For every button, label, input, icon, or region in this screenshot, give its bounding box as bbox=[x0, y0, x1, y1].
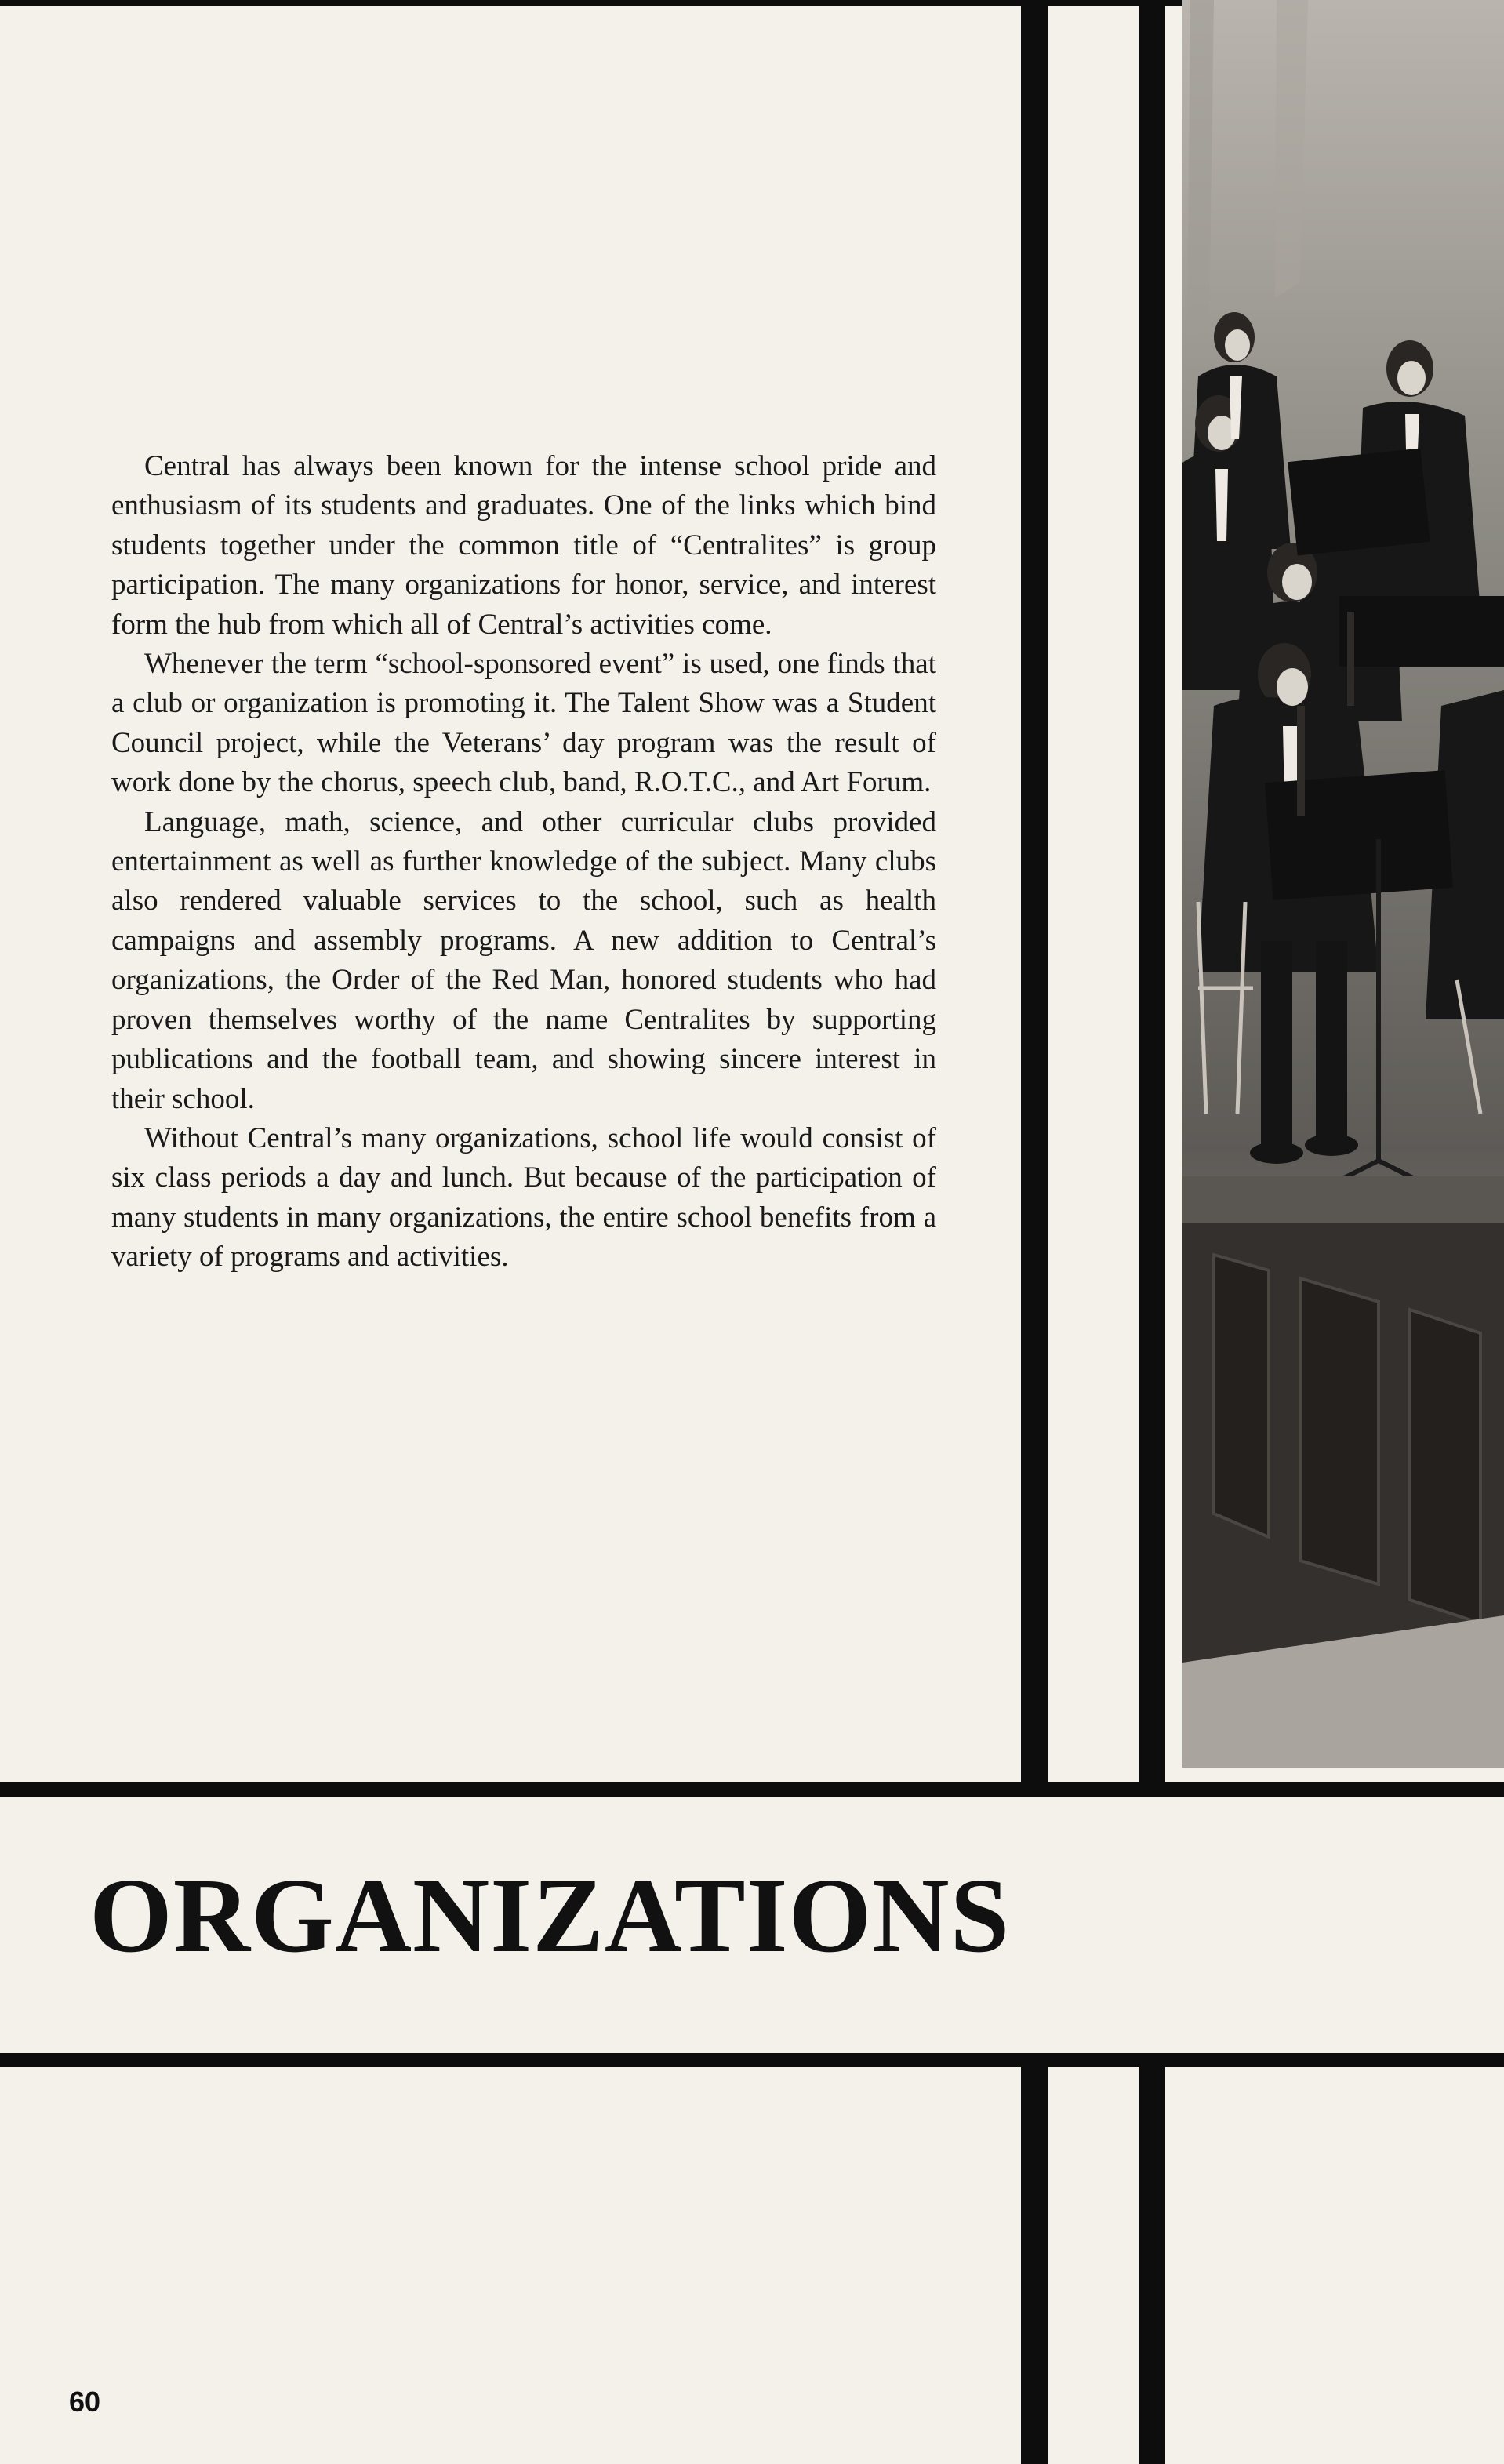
band-photo bbox=[1182, 0, 1504, 1768]
paragraph-2: Whenever the term “school-sponsored event” is used, one finds that a club or organization is promoting it. The Talent Show was a Student Council project, while the Veterans’ day program was the result of work done by the chorus, speech club, band, R.O.T.C., and Art Forum. bbox=[111, 648, 936, 799]
paragraph-3: Language, math, science, and other curricular clubs provided entertainment as well as further knowledge of the subject. Many clubs also rendered valuable services to the school, such as health campaigns and assembly programs. A new addition to Central’s organizations, the Order of the Red Man, honored students who had proven themselves worthy of the name Centralites by supporting publications and the football team, and showing sincere interest in their school. bbox=[111, 805, 936, 1115]
vertical-rule-bottom-right bbox=[1139, 2067, 1165, 2464]
paragraph-1: Central has always been known for the intense school pride and enthusiasm of its students and graduates. One of the links which bind students together under the common title of “Centralites” is group participation. The many organizations for honor, service, and interest form the hub from which all of Central’s activities come. bbox=[111, 450, 936, 641]
vertical-rule-left bbox=[1021, 0, 1048, 1785]
intro-text-block bbox=[111, 447, 936, 1277]
horizontal-rule-lower bbox=[0, 2053, 1504, 2067]
vertical-rule-bottom-left bbox=[1021, 2067, 1048, 2464]
page-number: 60 bbox=[69, 2386, 101, 2418]
band-photo-illustration bbox=[1182, 0, 1504, 1768]
paragraph-4: Without Central’s many organizations, school life would consist of six class periods a day and lunch. But because of the participation of many students in many organizations, the entire school benefits from a variety of programs and activities. bbox=[111, 1121, 936, 1274]
section-title: ORGANIZATIONS bbox=[89, 1857, 1011, 1975]
vertical-rule-right bbox=[1139, 0, 1165, 1785]
horizontal-rule-upper bbox=[0, 1782, 1504, 1797]
